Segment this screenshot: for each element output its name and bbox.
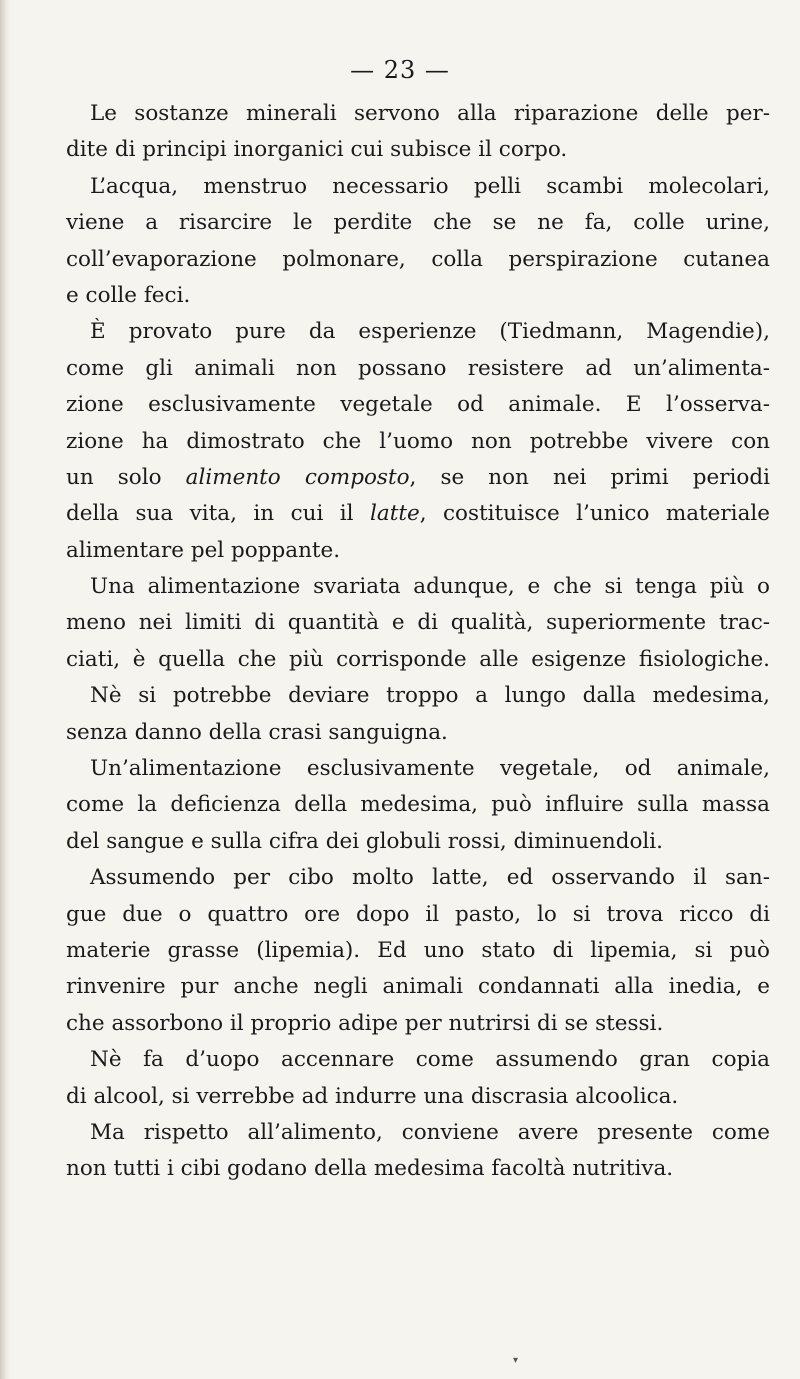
text-run: della sua vita, in cui il [66, 501, 370, 527]
text-line: Una alimentazione svariata adunque, e che si tenga più o [90, 574, 770, 600]
text-line: senza danno della crasi sanguigna. [66, 719, 448, 745]
text-line: di alcool, si verrebbe ad indurre una discrasia alcoolica. [66, 1083, 679, 1109]
text-line: materie grasse (lipemia). Ed uno stato di lipemia, si può [66, 937, 770, 963]
text-line: meno nei limiti di quantità e di qualità, superiormente trac- [66, 610, 770, 636]
text-line: dite di principi inorganici cui subisce il corpo. [66, 137, 568, 163]
text-line: Ma rispetto all’alimento, conviene avere presente come [90, 1119, 770, 1145]
text-line: gue due o quattro ore dopo il pasto, lo si trova ricco di [66, 901, 770, 927]
text-line: Nè fa d’uopo accennare come assumendo gran copia [90, 1047, 770, 1073]
text-line: rinvenire pur anche negli animali condannati alla inedia, e [66, 974, 770, 1000]
text-line: non tutti i cibi godano della medesima facoltà nutritiva. [66, 1156, 674, 1182]
text-line: alimentare pel poppante. [66, 537, 341, 563]
text-line: e colle feci. [66, 282, 191, 308]
body-text [66, 96, 770, 1188]
text-run: , se non nei primi periodi [409, 464, 770, 490]
page-number: — 23 — [350, 56, 450, 84]
italic-term: alimento composto [185, 464, 410, 490]
page-edge-shadow [0, 0, 10, 1379]
text-line: come la deficienza della medesima, può influire sulla massa [66, 792, 770, 818]
text-line: coll’evaporazione polmonare, colla perspirazione cutanea [66, 246, 770, 272]
text-run: un solo [66, 464, 186, 490]
text-line: L’acqua, menstruo necessario pelli scambi molecolari, [90, 173, 770, 199]
text-line: È provato pure da esperienze (Tiedmann, Magendie), [90, 319, 770, 345]
text-line: Le sostanze minerali servono alla riparazione delle per- [90, 101, 770, 126]
text-line: come gli animali non possano resistere ad un’alimenta- [66, 355, 770, 381]
text-line: del sangue e sulla cifra dei globuli rossi, diminuendoli. [66, 828, 663, 854]
text-run: , costituisce l’unico materiale [419, 501, 770, 527]
text-line: Nè si potrebbe deviare troppo a lungo dalla medesima, [90, 683, 770, 709]
text-line: Un’alimentazione esclusivamente vegetale, od animale, [90, 756, 770, 782]
stray-print-mark: ▾ [513, 1355, 519, 1366]
text-line: Assumendo per cibo molto latte, ed osservando il san- [90, 865, 770, 891]
text-line: ciati, è quella che più corrisponde alle esigenze fisiologiche. [66, 646, 770, 672]
text-line [66, 460, 770, 496]
italic-term: latte [370, 501, 420, 527]
text-line [66, 496, 770, 532]
text-line: viene a risarcire le perdite che se ne fa, colle urine, [66, 210, 770, 236]
text-line: zione ha dimostrato che l’uomo non potrebbe vivere con [66, 428, 770, 454]
text-line: che assorbono il proprio adipe per nutrirsi di se stessi. [66, 1010, 664, 1036]
text-line: zione esclusivamente vegetale od animale. E l’osserva- [66, 392, 770, 418]
